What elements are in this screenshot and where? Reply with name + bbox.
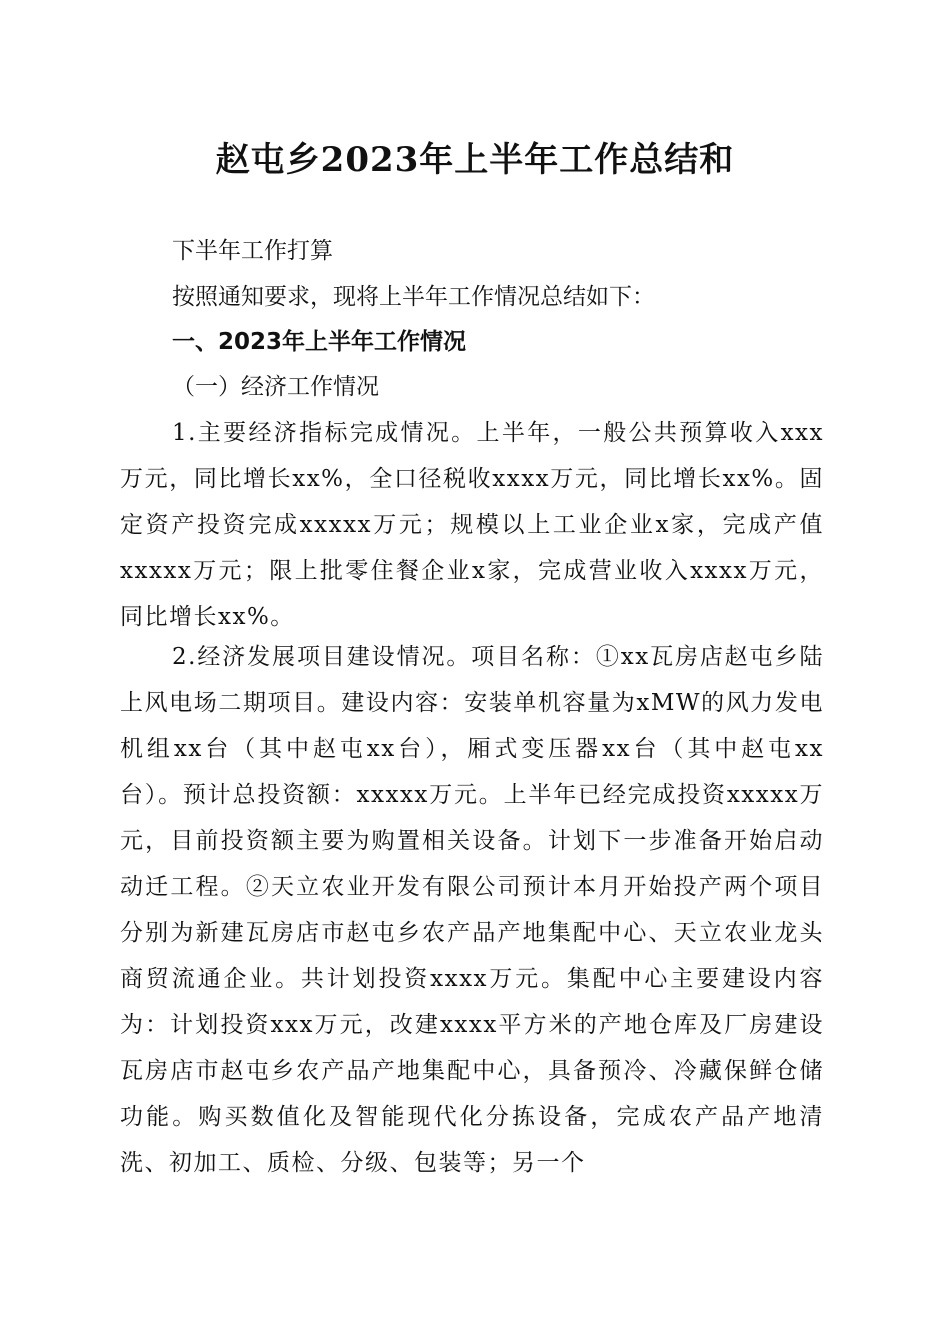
paragraph-economic-indicators: 1.主要经济指标完成情况。上半年，一般公共预算收入xxx万元，同比增长xx%，全口径税收xxxx万元，同比增长xx%。固定资产投资完成xxxxx万元；规模以上工业企业x家，完成产值xxxxx万元；限上批零住餐企业x家，完成营业收入xxxx万元，同比增长xx%。: [120, 420, 824, 630]
paragraph-project-construction: 2.经济发展项目建设情况。项目名称：①xx瓦房店赵屯乡陆上风电场二期项目。建设内容：安装单机容量为xMW的风力发电机组xx台（其中赵屯xx台），厢式变压器xx台（其中赵屯xx台）。预计总投资额：xxxxx万元。上半年已经完成投资xxxxx万元，目前投资额主要为购置相关设备。计划下一步准备开始启动动迁工程。②天立农业开发有限公司预计本月开始投产两个项目分别为新建瓦房店市赵屯乡农产品产地集配中心、天立农业龙头商贸流通企业。共计划投资xxxx万元。集配中心主要建设内容为：计划投资xxx万元，改建xxxx平方米的产地仓库及厂房建设瓦房店市赵屯乡农产品产地集配中心，具备预冷、冷藏保鲜仓储功能。购买数值化及智能现代化分拣设备，完成农产品产地清洗、初加工、质检、分级、包装等；另一个: [120, 644, 824, 1176]
title-continuation: 下半年工作打算: [172, 238, 333, 264]
intro-text: 按照通知要求，现将上半年工作情况总结如下：: [172, 284, 655, 310]
subsection-heading-1: （一）经济工作情况: [172, 374, 379, 400]
section-heading-1: 一、2023年上半年工作情况: [172, 329, 467, 355]
document-title: 赵屯乡2023年上半年工作总结和: [215, 140, 735, 180]
